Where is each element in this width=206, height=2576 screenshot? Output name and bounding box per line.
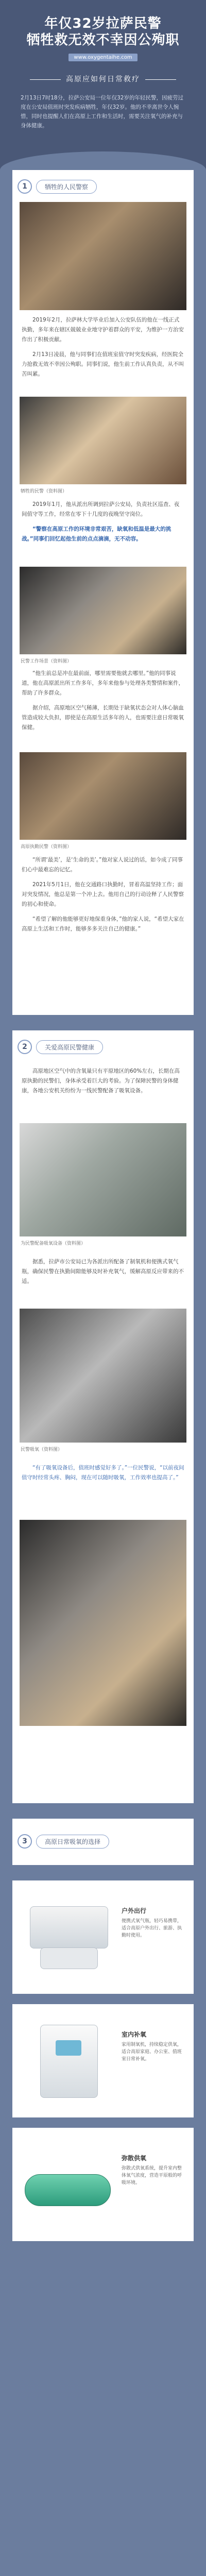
paragraph: “他生前总是冲在最前面，哪里需要他就去哪里。”他的同事说道，他在高原派出所工作多年，多年来他参与处理各类警情和案件，帮助了许多群众。 bbox=[22, 670, 184, 696]
spacer-band bbox=[0, 2257, 206, 2576]
paragraph: 据悉，拉萨市公安局已为各派出所配备了制氧机和便携式氧气瓶，确保民警在执勤间隙能够及时补充氧气，缓解高原反应带来的不适。 bbox=[22, 1259, 184, 1284]
product-title: 户外出行 bbox=[122, 1907, 147, 1914]
product-card-portable[interactable] bbox=[12, 1880, 194, 1994]
paragraph: 2019年2月，拉萨林大学毕业后加入公安队伍的他在一线正式执勤，多年来在辖区兢兢业业地守护着群众的平安，为维护一方治安作出了积极贡献。 bbox=[22, 317, 184, 343]
photo bbox=[20, 752, 186, 840]
diffusion-oxygen-system-image bbox=[20, 2143, 112, 2221]
intro-text: 2月13日7时18分，拉萨公安局一位年仅32岁的年轻民警，因疲劳过度在公安局值班时突发疾病牺牲，年仅32岁。他的不幸离世令人惋惜，同时也提醒人们在高原上工作和生活时，需要关注氧气的补充与身体健康。 bbox=[21, 95, 183, 129]
device-shape bbox=[56, 2040, 81, 2056]
section-title-text: 关爱高原民警健康 bbox=[36, 1040, 103, 1054]
paragraph: 高原地区空气中的含氧量只有平原地区的60%左右，长期在高原执勤的民警们，身体承受着巨大的考验。为了保障民警的身体健康，各地公安机关纷纷为一线民警配备了吸氧设备。 bbox=[22, 1068, 180, 1094]
caption: 高原执勤民警（资料图） bbox=[21, 844, 72, 850]
section-number: 3 bbox=[18, 1834, 32, 1849]
section-2-text-a bbox=[12, 1066, 194, 1101]
section-2-photo-1-wrap bbox=[12, 1123, 194, 1249]
section-2-title bbox=[18, 1040, 103, 1054]
section-1-photo-3-wrap bbox=[12, 567, 194, 667]
product-description: 便携式氧气瓶，轻巧易携带，适合高原户外出行、旅游、执勤时使用。 bbox=[122, 1919, 182, 1938]
product-title: 弥散供氧 bbox=[122, 2155, 147, 2162]
section-1-card bbox=[12, 170, 194, 1015]
section-2-photo-2-wrap bbox=[12, 1309, 194, 1455]
header bbox=[0, 0, 206, 170]
paragraph: 2021年5月1日，他在交通路口执勤时，冒着高温坚持工作；面对突发情况，他总是第一个冲上去。他用自己的行动诠释了人民警察的初心和使命。 bbox=[22, 882, 184, 907]
photo bbox=[20, 567, 186, 654]
section-2-text-c bbox=[12, 1463, 194, 1488]
device-shape bbox=[30, 1906, 108, 1948]
paragraph: “所谓‘最美’，是‘生命的美’。”他对家人说过的话，如今成了同事们心中最难忘的记忆。 bbox=[22, 857, 183, 873]
section-1-photo-4-wrap bbox=[12, 752, 194, 853]
section-1-text-c bbox=[12, 669, 194, 738]
product-card-indoor[interactable] bbox=[12, 2004, 194, 2117]
device-shape bbox=[25, 2174, 111, 2206]
device-shape bbox=[40, 1947, 98, 1969]
divider bbox=[145, 79, 176, 80]
section-1-text-b bbox=[12, 500, 194, 549]
product-description: 弥散式供氧系统，提升室内整体氧气浓度，营造平原般的呼吸环境。 bbox=[122, 2166, 182, 2185]
subtitle-text: 高原应如何日常救疗 bbox=[66, 75, 140, 83]
section-2-text-b bbox=[12, 1257, 194, 1292]
section-3-header bbox=[12, 1819, 194, 1865]
caption: 民警吸氧（资料图） bbox=[21, 1447, 63, 1452]
quote: “警察在高原工作的环境非常艰苦，缺氧和低温是最大的挑战。”同事们回忆起他生前的点点滴滴，无不动容。 bbox=[22, 526, 171, 542]
section-1-photo-2-wrap bbox=[12, 397, 194, 497]
paragraph: “希望了解的他能够更好地保重身体，”他的家人说，“希望大家在高原上生活和工作时，能够多多关注自己的健康。” bbox=[22, 916, 184, 932]
product-title: 室内补氧 bbox=[122, 2031, 147, 2038]
paragraph: 据介绍，高原地区空气稀薄，长期处于缺氧状态会对人体心脑血管造成较大负担，即使是在高原生活多年的人，也需要注意日常吸氧保健。 bbox=[22, 705, 184, 731]
section-2-card bbox=[12, 1030, 194, 1803]
headline-line-1: 年仅32岁拉萨民警 bbox=[44, 16, 162, 31]
device-shape bbox=[40, 2025, 98, 2098]
header-wave-divider bbox=[0, 151, 206, 170]
photo bbox=[20, 1309, 186, 1443]
photo bbox=[20, 202, 186, 310]
caption: 牺牲的民警（资料图） bbox=[21, 489, 67, 494]
section-title-text: 高原日常吸氧的选择 bbox=[36, 1835, 109, 1849]
section-1-text-d bbox=[12, 855, 194, 939]
section-number: 1 bbox=[18, 179, 32, 194]
section-number: 2 bbox=[18, 1040, 32, 1054]
section-1-top-photo-wrap bbox=[12, 202, 194, 310]
section-1-text-a bbox=[12, 315, 194, 384]
caption: 为民警配备吸氧设备（资料图） bbox=[21, 1241, 86, 1246]
photo bbox=[20, 1123, 186, 1236]
section-title-text: 牺牲的人民警察 bbox=[36, 180, 97, 194]
caption: 民警工作场景（资料图） bbox=[21, 659, 72, 664]
paragraph: “有了吸氧设备后，值班时感觉好多了。”一位民警说，“以前夜间值守时经常头疼、胸闷，现在可以随时吸氧，工作效率也提高了。” bbox=[22, 1465, 184, 1481]
portable-oxygen-device-image bbox=[20, 1896, 112, 1973]
site-url[interactable]: www.oxygentaihe.com bbox=[68, 54, 137, 61]
section-1-title bbox=[18, 179, 97, 194]
paragraph: 2019年1月，他从派出所调到拉萨公安局，负责社区巡查、夜间值守等工作，经常在零下十几度的夜晚坚守岗位。 bbox=[22, 501, 180, 517]
photo bbox=[20, 397, 186, 484]
headline-line-2: 牺牲救无效不幸因公殉职 bbox=[26, 32, 180, 48]
indoor-oxygen-concentrator-image bbox=[20, 2020, 112, 2097]
paragraph: 2月13日凌晨，他与同事们在值班室值守时突发疾病，经医院全力抢救无效不幸因公殉职。同事们说，他生前工作认真负责，从不叫苦叫累。 bbox=[22, 351, 184, 377]
subtitle bbox=[0, 74, 206, 84]
product-description: 家用制氧机，持续稳定供氧，适合高原家庭、办公室、值班室日常补氧。 bbox=[122, 2042, 182, 2062]
product-card-diffusion[interactable] bbox=[12, 2128, 194, 2241]
divider bbox=[30, 79, 61, 80]
section-2-photo-3-wrap bbox=[12, 1520, 194, 1726]
photo bbox=[20, 1520, 186, 1726]
section-3-title bbox=[18, 1834, 109, 1849]
